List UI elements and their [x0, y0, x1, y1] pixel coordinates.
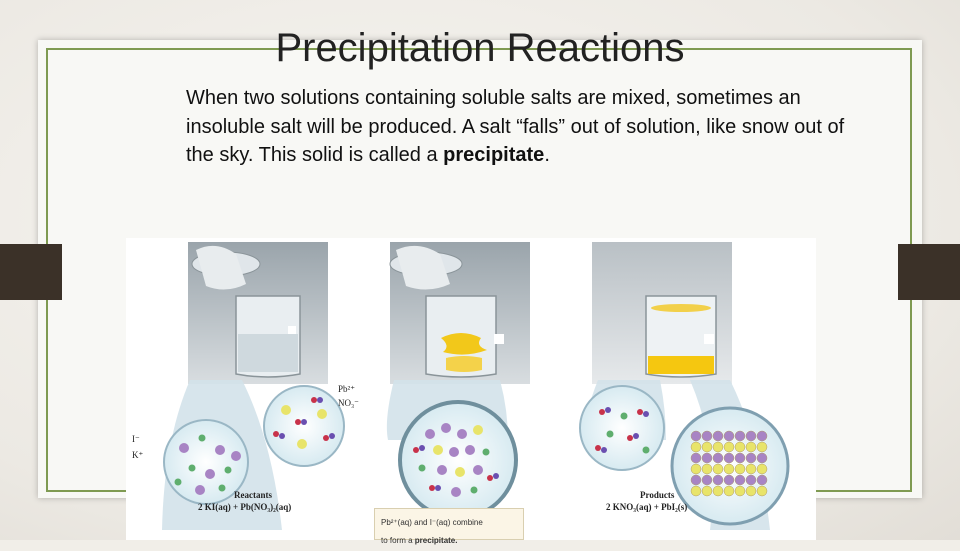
- products-title: Products: [640, 490, 675, 500]
- photo-beaker-1: [188, 242, 328, 384]
- slide-title: Precipitation Reactions: [275, 26, 685, 70]
- precipitation-figure: [126, 238, 816, 545]
- callout-line-2: to form a: [381, 536, 415, 545]
- body-text-main: When two solutions containing soluble salts are mixed, sometimes an insoluble salt will be produced. A salt “falls” out of solution, like snow out of the sky. This solid is called a: [186, 87, 845, 166]
- right-decorative-tab: [898, 244, 960, 300]
- photo-beaker-3: [592, 242, 732, 384]
- body-text-end: .: [544, 144, 550, 166]
- photo-beaker-2: [390, 242, 530, 384]
- body-text-bold-term: precipitate: [443, 144, 545, 166]
- slide-body-text: [186, 84, 846, 170]
- products-equation: 2 KNO₃(aq) + PbI₂(s): [606, 502, 688, 512]
- label-iodide-ion: I⁻: [132, 434, 140, 444]
- figure-diagram: [126, 238, 816, 540]
- label-nitrate-ion: NO₃⁻: [338, 398, 359, 408]
- reactants-title: Reactants: [234, 490, 272, 500]
- left-decorative-tab: [0, 244, 62, 300]
- callout-precipitate-term: precipitate.: [414, 536, 458, 545]
- callout-line-1: Pb²⁺(aq) and I⁻(aq) combine: [381, 518, 483, 527]
- label-potassium-ion: K⁺: [132, 450, 144, 460]
- label-lead-ion: Pb²⁺: [338, 384, 355, 394]
- reactants-equation: 2 KI(aq) + Pb(NO₃)₂(aq): [198, 502, 292, 512]
- precipitate-callout: [374, 508, 524, 545]
